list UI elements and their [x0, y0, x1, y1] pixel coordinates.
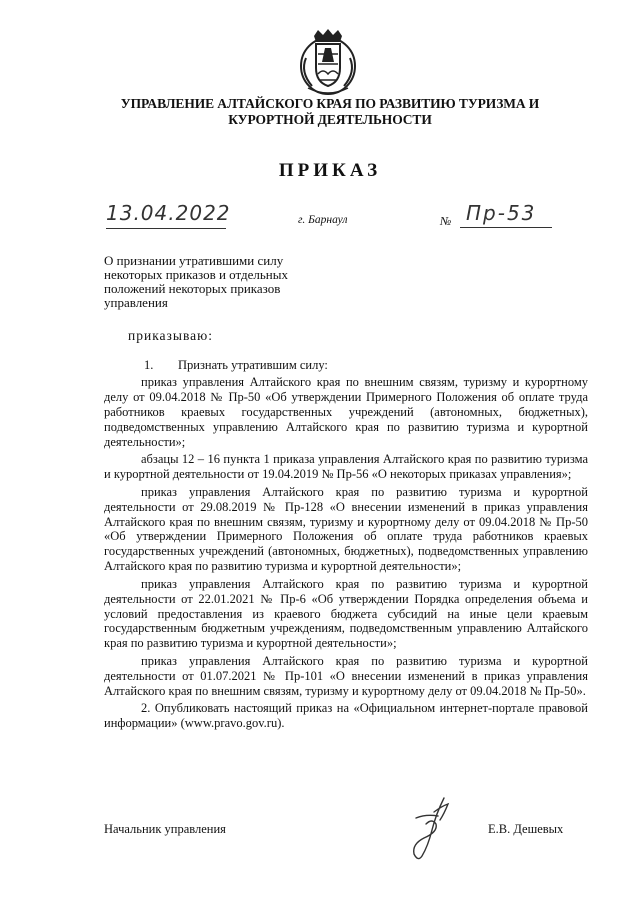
signer-title: Начальник управления — [104, 822, 226, 836]
item-text: Признать утратившим силу: — [178, 358, 328, 372]
coat-of-arms-icon — [298, 28, 358, 96]
body-paragraph: приказ управления Алтайского края по развитию туризма и курортной деятельности от 29.08.2019 № Пр-128 «О внесении изменений в приказ управления Алтайского края по внешним связям, туризму и курортному делу от 09.04.2018 № Пр-50 «Об утверждении Примерного Положения об оплате труда работников краевых государственных учреждений (автономных, бюджетных), подведомственных управлению Алтайского края по развитию туризма и курортной деятельности»; — [104, 484, 588, 574]
body-paragraph: приказ управления Алтайского края по развитию туризма и курортной деятельности от 01.07.2021 № Пр-101 «О внесении изменений в приказ управления Алтайского края по внешним связям, туризму и курортному делу от 09.04.2018 № Пр-50». — [104, 653, 588, 698]
document-body — [104, 358, 588, 733]
organization-line-2: КУРОРТНОЙ ДЕЯТЕЛЬНОСТИ — [228, 112, 432, 127]
body-paragraph: абзацы 12 – 16 пункта 1 приказа управления Алтайского края по развитию туризма и курортной деятельности от 19.04.2019 № Пр-56 «О некоторых приказах управления»; — [104, 452, 588, 482]
document-city: г. Барнаул — [298, 214, 348, 226]
organization-line-1: УПРАВЛЕНИЕ АЛТАЙСКОГО КРАЯ ПО РАЗВИТИЮ ТУРИЗМА И — [120, 96, 540, 111]
subject-line: О признании утратившими силу — [104, 253, 284, 268]
organization-name — [100, 96, 560, 128]
signer-name: Е.В. Дешевых — [488, 822, 564, 836]
subject-line: управления — [104, 295, 168, 310]
body-paragraph: 2. Опубликовать настоящий приказ на «Официальном интернет-портале правовой информации» (www.pravo.gov.ru). — [104, 700, 588, 730]
subject-line: некоторых приказов и отдельных — [104, 267, 288, 282]
order-word: приказываю: — [128, 328, 213, 343]
body-paragraph: приказ управления Алтайского края по развитию туризма и курортной деятельности от 22.01.2021 № Пр-6 «Об утверждении Порядка определения объема и условий предоставления из краевого бюджета субсидий на иные цели краевым государственным бюджетным учреждениям, подведомственным управлению Алтайского края по развитию туризма и курортной деятельности»; — [104, 576, 588, 651]
item-number: 1. — [144, 358, 154, 372]
document-number: Пр-53 — [460, 202, 552, 228]
body-item-1 — [104, 358, 588, 373]
document-date: 13.04.2022 — [106, 202, 226, 229]
subject-line: положений некоторых приказов — [104, 281, 281, 296]
document-title: ПРИКАЗ — [278, 160, 382, 181]
number-sign: № — [440, 214, 452, 228]
document-subject — [104, 254, 314, 310]
body-paragraph: приказ управления Алтайского края по внешним связям, туризму и курортному делу от 09.04.2018 № Пр-50 «Об утверждении Примерного Положения об оплате труда работников краевых государственных учреждений (автономных, бюджетных), подведомственных управлению Алтайского края по развитию туризма и курортной деятельности»; — [104, 375, 588, 450]
handwritten-signature — [396, 794, 468, 864]
